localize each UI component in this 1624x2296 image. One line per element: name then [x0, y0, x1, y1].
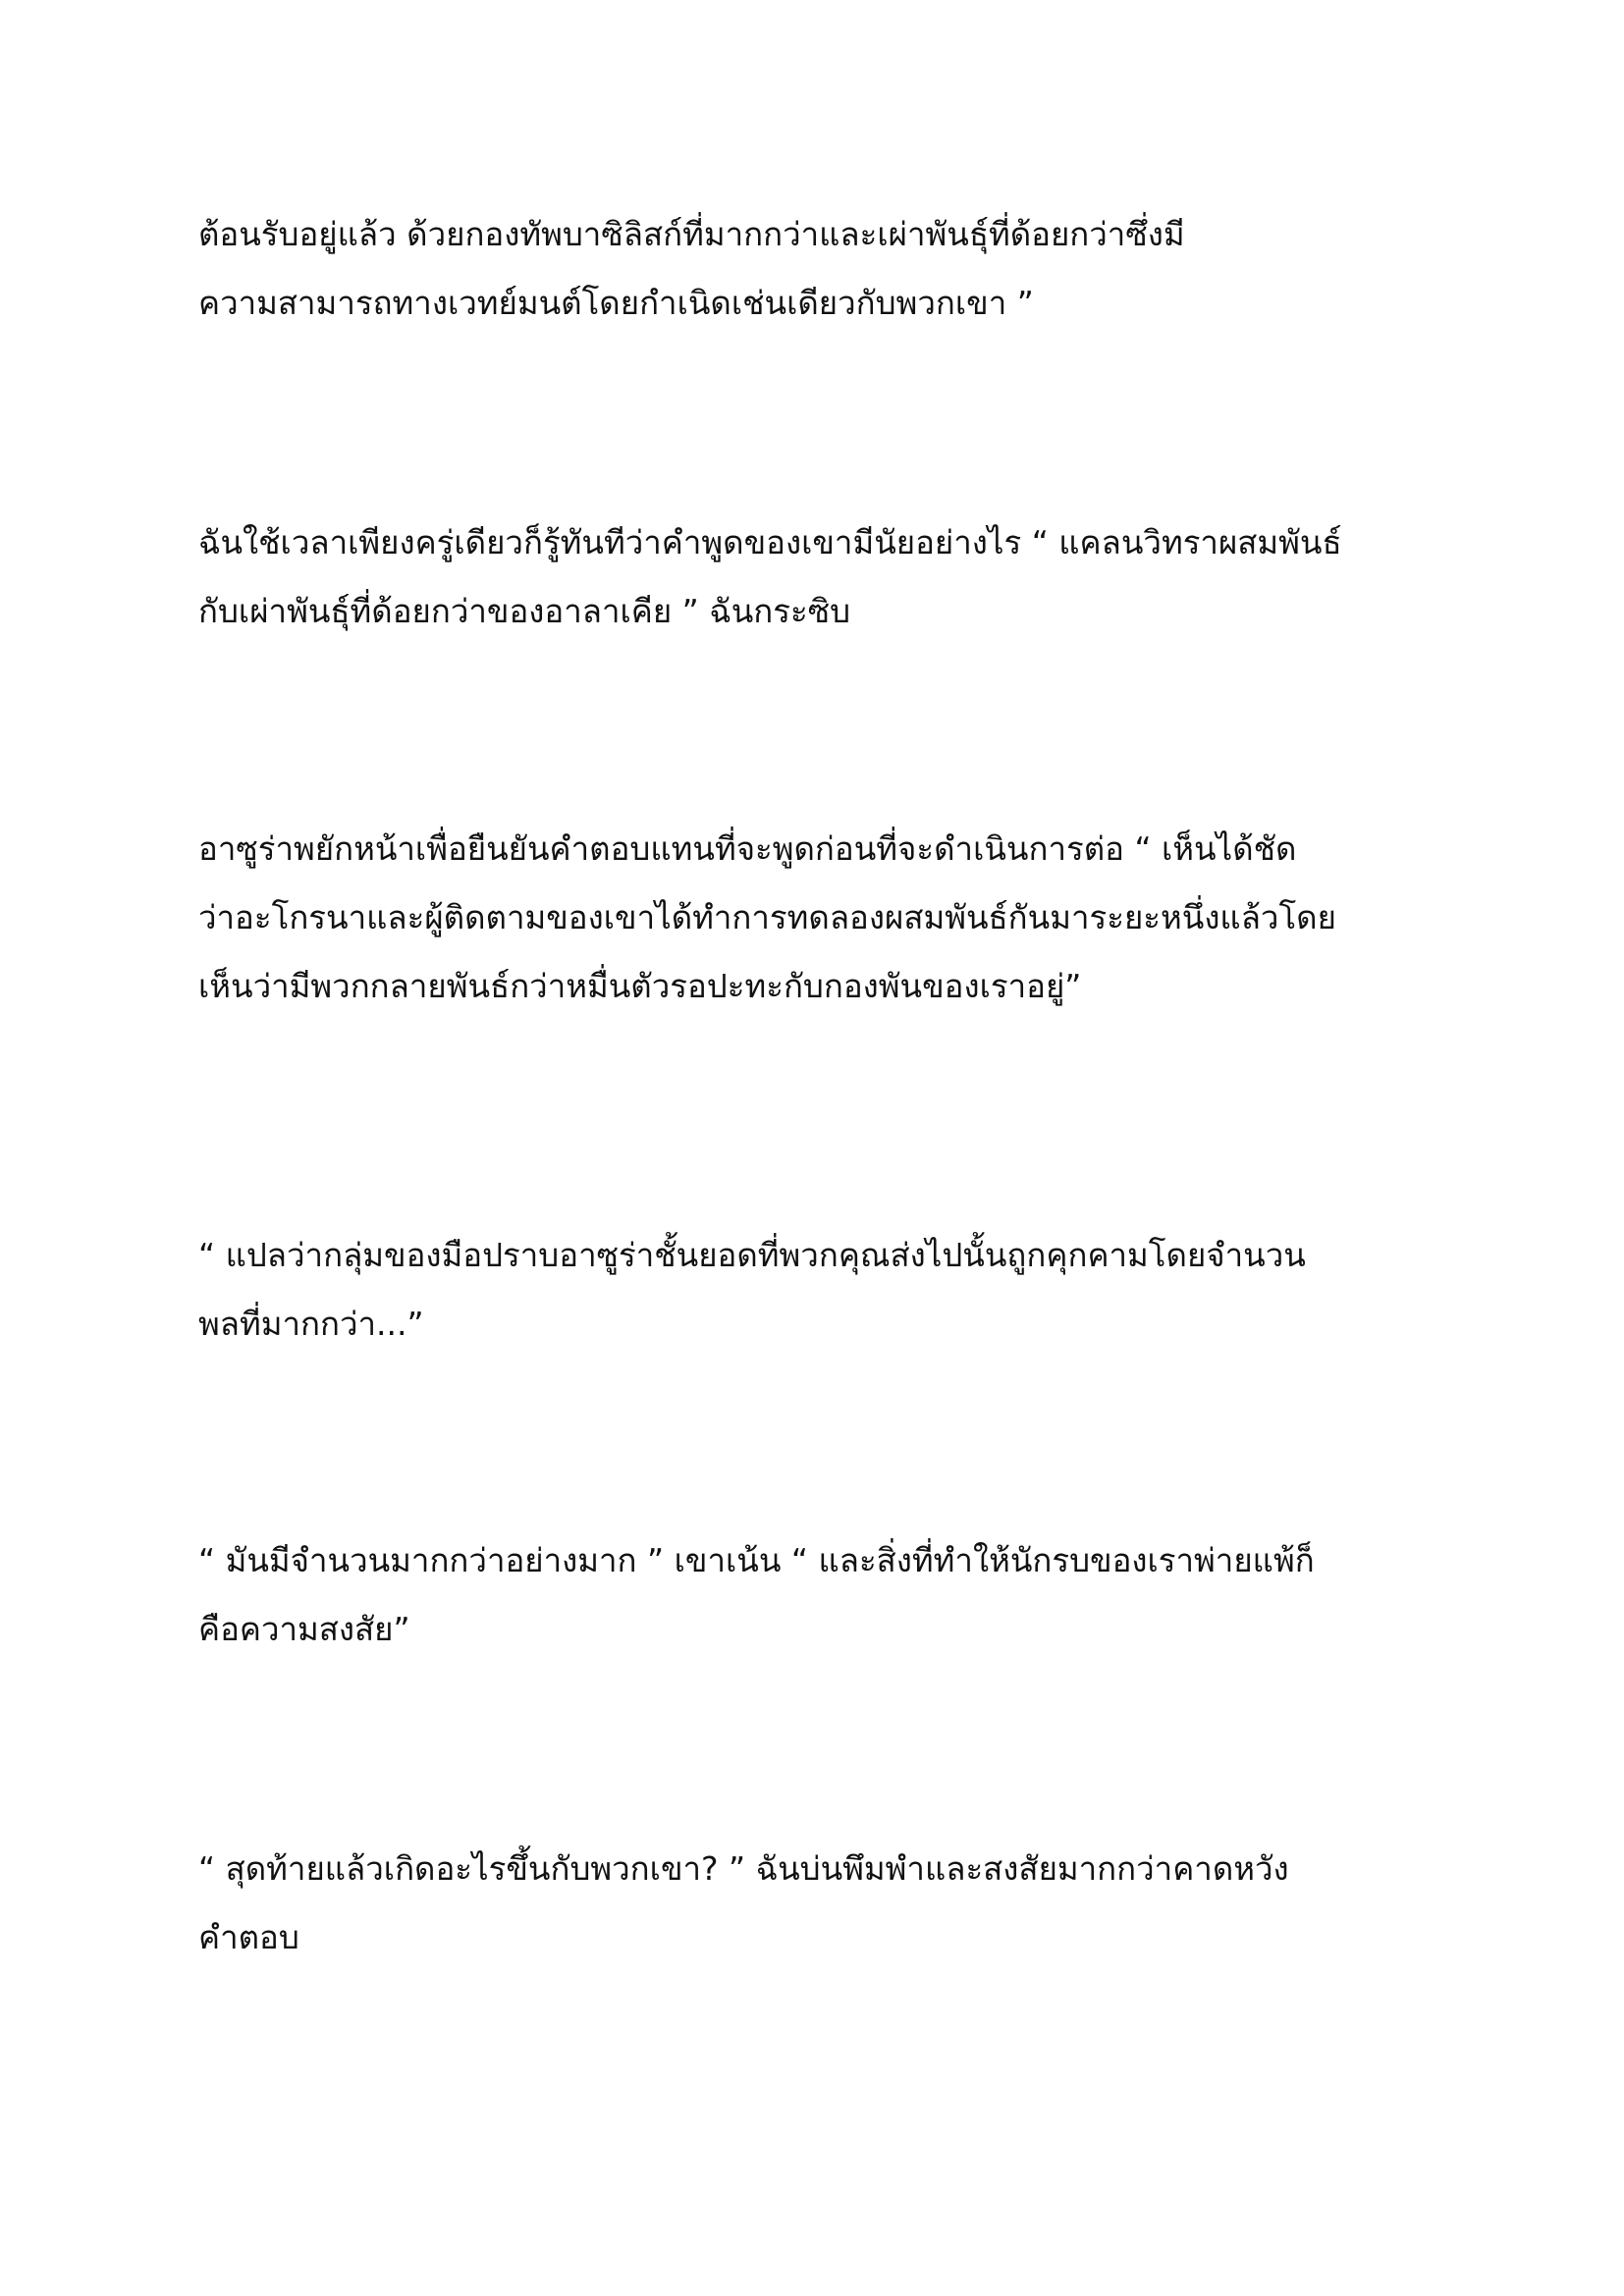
paragraph-line: “ แปลว่ากลุ่มของมือปราบอาซูร่าชั้นยอดที่พวกคุณส่งไปนั้นถูกคุกคามโดยจำนวน — [198, 1236, 1306, 1274]
paragraph-line: ว่าอะโกรนาและผู้ติดตามของเขาได้ทำการทดลองผสมพันธ์กันมาระยะหนึ่งแล้วโดย — [198, 898, 1336, 936]
paragraph-6 — [198, 1835, 1435, 1972]
paragraph-line: เห็นว่ามีพวกกลายพันธ์กว่าหมื่นตัวรอปะทะกับกองพันของเราอยู่” — [198, 967, 1082, 1005]
paragraph-line: ต้อนรับอยู่แล้ว ด้วยกองทัพบาซิลิสก์ที่มากกว่าและเผ่าพันธุ์ที่ด้อยกว่าซึ่งมี — [198, 215, 1185, 253]
paragraph-2 — [198, 508, 1435, 646]
paragraph-line: “ มันมีจำนวนมากกว่าอย่างมาก ” เขาเน้น “ และสิ่งที่ทำให้นักรบของเราพ่ายแพ้ก็ — [198, 1541, 1315, 1579]
paragraph-5 — [198, 1526, 1435, 1664]
paragraph-3 — [198, 815, 1435, 1021]
paragraph-4 — [198, 1221, 1435, 1359]
paragraph-line: กับเผ่าพันธุ์ที่ด้อยกว่าของอาลาเคีย ” ฉันกระซิบ — [198, 592, 851, 630]
paragraph-1 — [198, 200, 1435, 338]
paragraph-line: “ สุดท้ายแล้วเกิดอะไรขึ้นกับพวกเขา? ” ฉันบ่นพึมพำและสงสัยมากกว่าคาดหวัง — [198, 1849, 1289, 1888]
paragraph-line: อาซูร่าพยักหน้าเพื่อยืนยันคำตอบแทนที่จะพูดก่อนที่จะดำเนินการต่อ “ เห็นได้ชัด — [198, 829, 1297, 868]
paragraph-line: พลที่มากกว่า...” — [198, 1305, 424, 1343]
paragraph-line: คือความสงสัย” — [198, 1610, 410, 1648]
paragraph-line: ความสามารถทางเวทย์มนต์โดยกำเนิดเช่นเดียวกับพวกเขา ” — [198, 284, 1034, 322]
paragraph-line: คำตอบ — [198, 1918, 299, 1956]
paragraph-line: ฉันใช้เวลาเพียงครู่เดียวก็รู้ทันทีว่าคำพูดของเขามีนัยอย่างไร “ แคลนวิทราผสมพันธ์ — [198, 523, 1342, 561]
